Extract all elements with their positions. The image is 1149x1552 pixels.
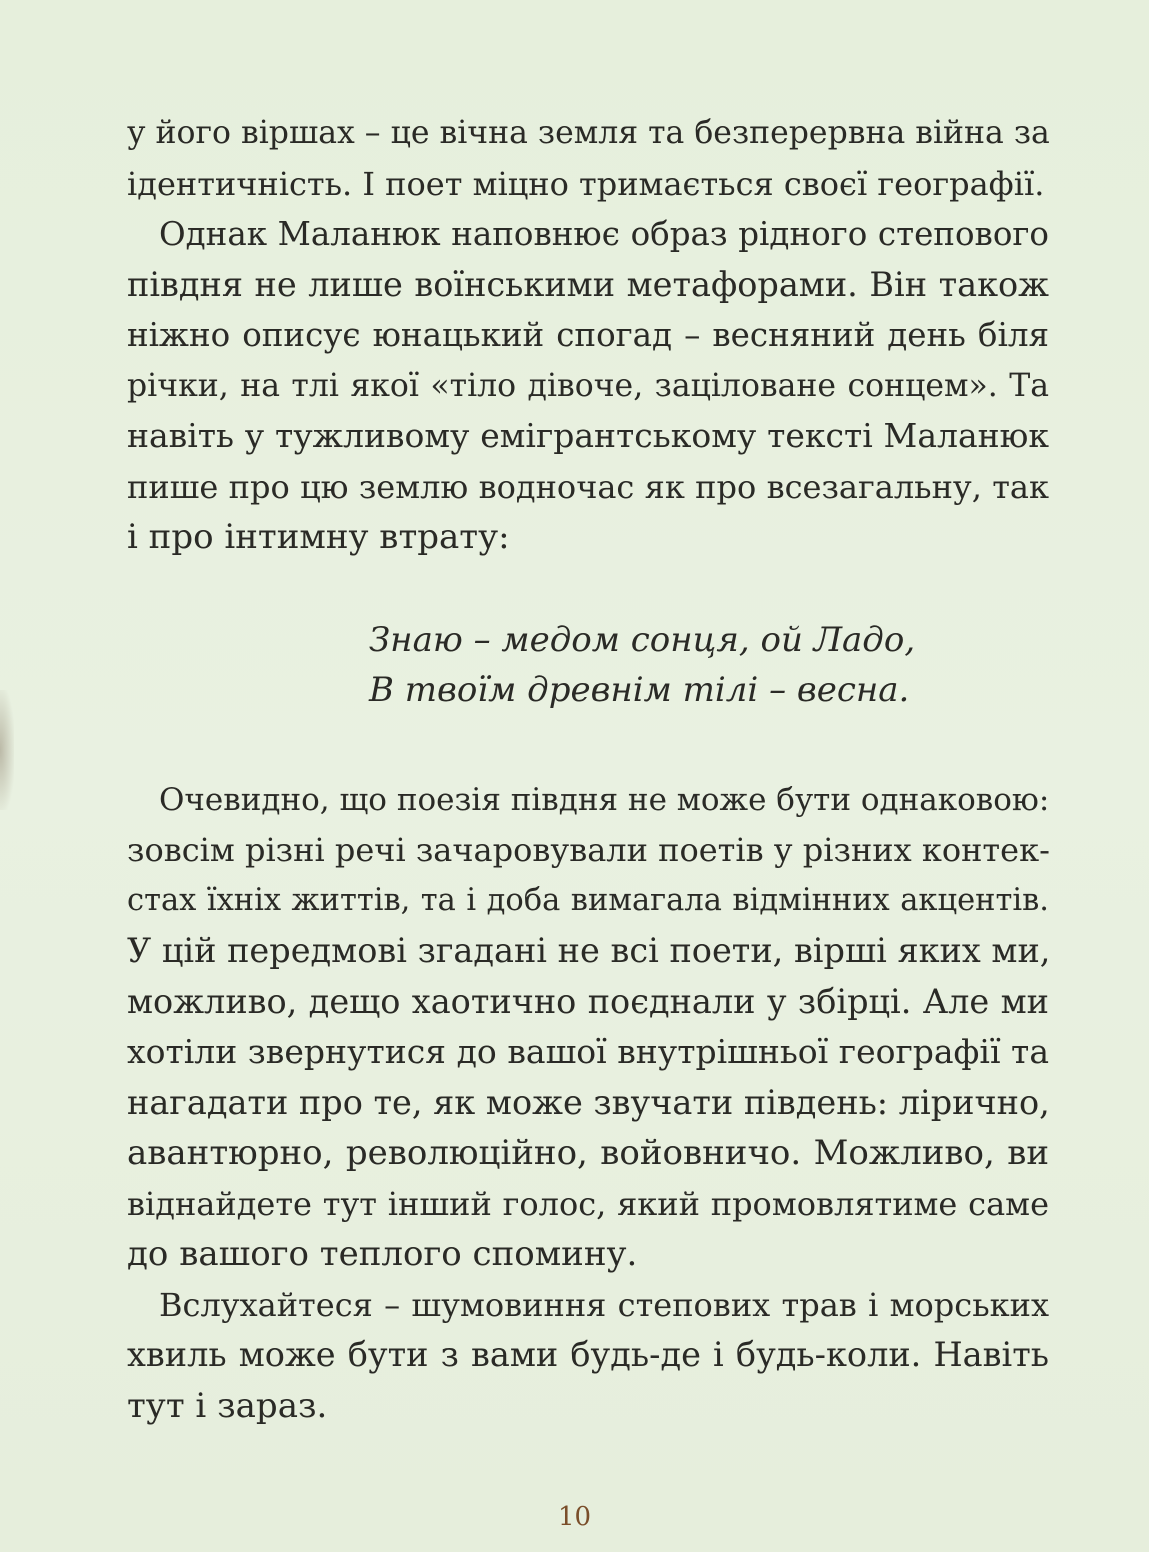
- paragraph-2: [127, 209, 1049, 563]
- paragraph-4: [127, 1280, 1049, 1432]
- text-line: можливо, дещо хаотично поєднали у збірці. Але ми: [127, 981, 1049, 1021]
- text-line: ніжно описує юнацький спогад – весняний день біля: [127, 316, 1049, 354]
- verse-line: В твоїм древнім тілі – весна.: [369, 670, 910, 710]
- text-line: віднайдете тут інший голос, який промовлятиме саме: [127, 1184, 1049, 1223]
- page-number: 10: [557, 1502, 592, 1532]
- text-line: нагадати про те, як може звучати південь: лірично,: [127, 1082, 1050, 1122]
- text-line: Однак Маланюк наповнює образ рідного степового: [159, 215, 1049, 253]
- verse-quote: [127, 615, 1049, 716]
- text-line: у його віршах – це вічна земля та безперервна війна за: [127, 115, 1050, 151]
- text-line: річки, на тлі якої «тіло дівоче, заціловане сонцем». Та: [127, 367, 1049, 404]
- text-line: стах їхніх життів, та і доба вимагала відмінних акцентів.: [127, 882, 1049, 918]
- paragraph-1: [127, 108, 1049, 209]
- body-text: [127, 108, 1049, 1431]
- text-line: Вслухайтеся – шумовиння степових трав і морських: [159, 1285, 1049, 1324]
- paragraph-3: [127, 775, 1049, 1280]
- text-line: У цій передмові згадані не всі поети, вірші яких ми,: [127, 931, 1051, 970]
- text-line: хотіли звернутися до вашої внутрішньої географії та: [127, 1032, 1049, 1071]
- text-line: півдня не лише воїнськими метафорами. Він також: [127, 264, 1049, 304]
- text-line: тут і зараз.: [127, 1385, 328, 1426]
- text-line: авантюрно, революційно, войовничо. Можливо, ви: [127, 1133, 1049, 1173]
- text-line: Очевидно, що поезія півдня не може бути однаковою:: [159, 781, 1050, 818]
- text-line: ідентичність. І поет міцно тримається своєї географії.: [127, 164, 1045, 203]
- text-line: хвиль може бути з вами будь-де і будь-коли. Навіть: [127, 1335, 1049, 1374]
- text-line: пише про цю землю водночас як про всезагальну, так: [127, 467, 1049, 506]
- text-line: зовсім різні речі зачаровували поетів у різних контек-: [127, 831, 1050, 869]
- text-line: навіть у тужливому емігрантському тексті Маланюк: [127, 416, 1049, 455]
- page-edge-shadow: [0, 690, 14, 810]
- text-line: і про інтимну втрату:: [127, 517, 510, 557]
- text-line: до вашого теплого спомину.: [127, 1234, 638, 1274]
- verse-line: Знаю – медом сонця, ой Ладо,: [369, 619, 916, 660]
